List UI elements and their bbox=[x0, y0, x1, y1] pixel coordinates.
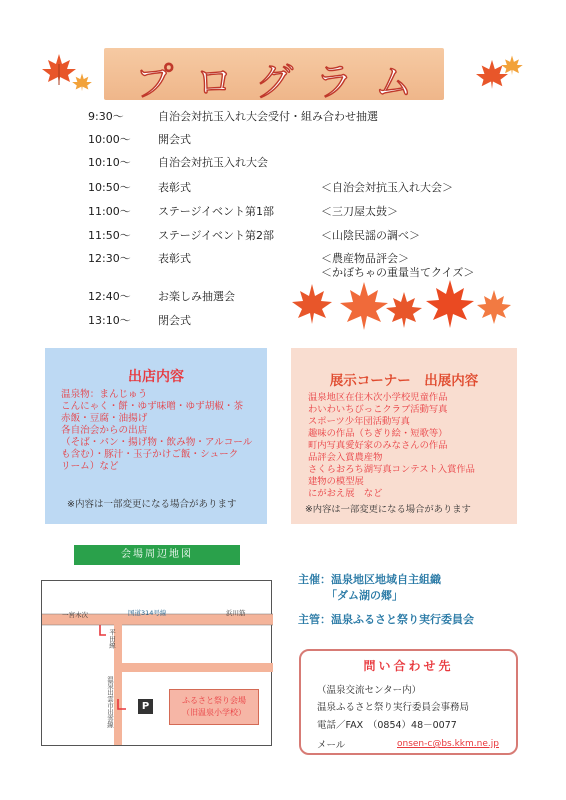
exhibit-line: 町内写真愛好家のみなさんの作品 bbox=[308, 440, 448, 451]
shop-section bbox=[45, 348, 267, 524]
schedule-time: 11:50〜 bbox=[88, 229, 131, 242]
schedule-event: 表彰式 bbox=[158, 181, 191, 194]
contact-box bbox=[299, 649, 518, 755]
shop-note: ※内容は一部変更になる場合があります bbox=[67, 499, 237, 510]
map-road-label: 温泉出雲市出雲線 bbox=[106, 676, 114, 728]
schedule-note: ＜山陰民謡の調べ＞ bbox=[321, 229, 420, 242]
exhibit-note: ※内容は一部変更になる場合があります bbox=[305, 504, 471, 515]
map-road-label: 平田線 bbox=[108, 629, 116, 649]
map-road-label: 一宮木次 bbox=[62, 611, 88, 619]
schedule-event: 自治会対抗玉入れ大会受付・組み合わせ抽選 bbox=[158, 110, 378, 123]
schedule-time: 12:30〜 bbox=[88, 252, 131, 265]
schedule-time: 9:30〜 bbox=[88, 110, 124, 123]
schedule-event: 開会式 bbox=[158, 133, 191, 146]
map-road-label: 国道314号線 bbox=[128, 609, 167, 617]
autumn-leaves-icon bbox=[282, 278, 514, 336]
schedule-event: ステージイベント第1部 bbox=[158, 205, 275, 218]
venue-name: ふるさと祭り会場 bbox=[182, 696, 246, 705]
organizer-host-name: 「ダム湖の郷」 bbox=[326, 589, 403, 602]
shop-line: 赤飯・豆腐・油揚げ bbox=[61, 413, 148, 424]
shop-line: こんにゃく・餅・ゆず味噌・ゆず胡椒・茶 bbox=[61, 401, 244, 412]
exhibit-line: わいわいちびっこクラブ活動写真 bbox=[308, 404, 448, 415]
venue-subname: （旧温泉小学校） bbox=[182, 708, 246, 717]
schedule-time: 10:10〜 bbox=[88, 156, 131, 169]
organizer-host: 主催：温泉地区地域自主組織 bbox=[298, 573, 441, 586]
contact-email-label: メール bbox=[317, 740, 346, 751]
exhibit-line: 温泉地区在住木次小学校児童作品 bbox=[308, 392, 448, 403]
schedule-note: ＜農産物品評会＞ bbox=[321, 252, 409, 265]
contact-line: （温泉交流センター内） bbox=[317, 685, 422, 696]
exhibit-line: さくらおろち湖写真コンテスト入賞作品 bbox=[308, 464, 475, 475]
schedule-time: 12:40〜 bbox=[88, 290, 131, 303]
shop-line: 各自治会からの出店 bbox=[61, 425, 148, 436]
shop-line: （そば・パン・揚げ物・飲み物・アルコール bbox=[61, 437, 253, 448]
parking-icon: P bbox=[138, 699, 153, 714]
schedule-time: 11:00〜 bbox=[88, 205, 131, 218]
schedule-event: 閉会式 bbox=[158, 314, 191, 327]
exhibit-line: にがおえ展 など bbox=[308, 488, 383, 499]
schedule-event: ステージイベント第2部 bbox=[158, 229, 275, 242]
schedule-time: 10:50〜 bbox=[88, 181, 131, 194]
map-label: 会場周辺地図 bbox=[74, 545, 240, 565]
exhibit-title: 展示コーナー 出展内容 bbox=[329, 373, 479, 389]
contact-title: 問い合わせ先 bbox=[363, 659, 454, 673]
exhibit-line: 建物の模型展 bbox=[308, 476, 364, 487]
schedule-event: 自治会対抗玉入れ大会 bbox=[158, 156, 268, 169]
schedule-time: 10:00〜 bbox=[88, 133, 131, 146]
venue-marker bbox=[169, 689, 259, 725]
shop-line: 温泉物：まんじゅう bbox=[61, 389, 148, 400]
schedule-event: お楽しみ抽選会 bbox=[158, 290, 235, 303]
schedule-note: ＜三刀屋太鼓＞ bbox=[321, 205, 398, 218]
contact-line: 電話／FAX （0854）48－0077 bbox=[317, 720, 457, 731]
map-road-label: 浜川筋 bbox=[226, 609, 246, 617]
maple-leaf-icon bbox=[71, 72, 93, 92]
title-banner bbox=[104, 48, 444, 104]
shop-line: リーム）など bbox=[61, 461, 119, 472]
shop-line: も含む）・豚汁・玉子かけご飯・シューク bbox=[61, 449, 239, 460]
page-title: プログラム bbox=[135, 60, 435, 104]
schedule-event: 表彰式 bbox=[158, 252, 191, 265]
maple-leaf-icon bbox=[500, 54, 524, 76]
exhibit-line: 趣味の作品（ちぎり絵・短歌等） bbox=[308, 428, 448, 439]
schedule-note: ＜自治会対抗玉入れ大会＞ bbox=[321, 181, 453, 194]
schedule-time: 13:10〜 bbox=[88, 314, 131, 327]
schedule-note: ＜かぼちゃの重量当てクイズ＞ bbox=[321, 266, 475, 279]
area-map bbox=[41, 580, 272, 746]
organizer-manager: 主管：温泉ふるさと祭り実行委員会 bbox=[298, 613, 474, 626]
exhibit-section bbox=[291, 348, 517, 524]
shop-title: 出店内容 bbox=[128, 369, 184, 385]
contact-line: 温泉ふるさと祭り実行委員会事務局 bbox=[317, 702, 470, 713]
exhibit-line: スポーツ少年団活動写真 bbox=[308, 416, 410, 427]
contact-email-link[interactable]: onsen-c@bs.kkm.ne.jp bbox=[397, 739, 499, 749]
exhibit-line: 品評会入賞農産物 bbox=[308, 452, 383, 463]
